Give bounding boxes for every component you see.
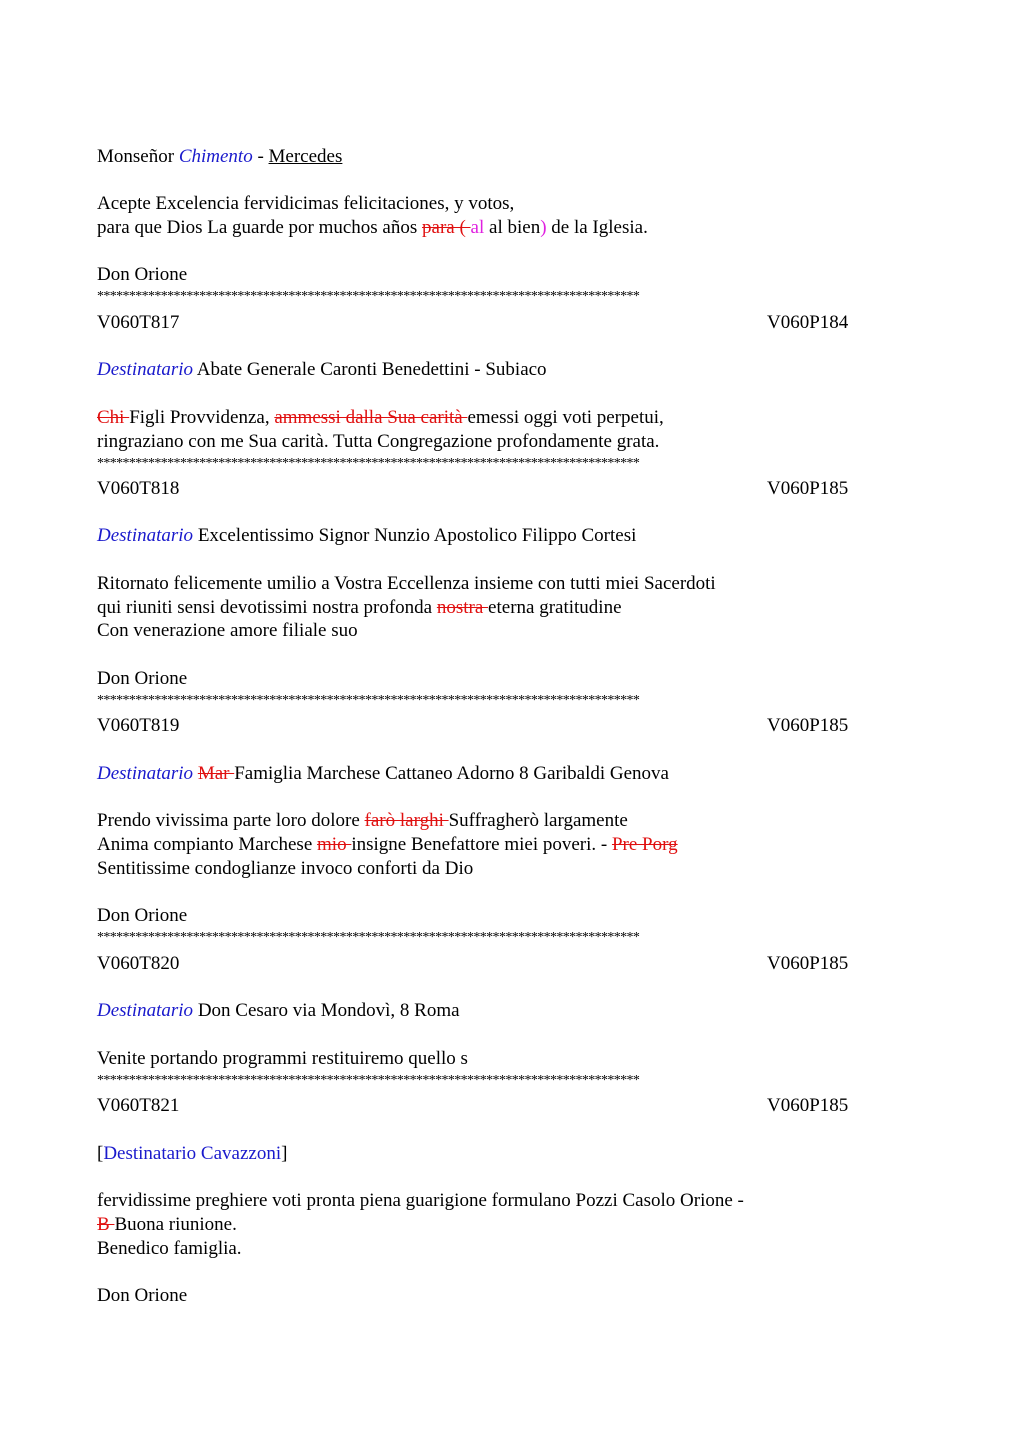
text-line: Con venerazione amore filiale suo [97,620,358,641]
signature: Don Orione [97,668,188,689]
signature: Don Orione [97,905,188,926]
separator: ************************************************************************************* [97,931,640,945]
separator: ************************************************************************************* [97,290,640,304]
deleted-text: mio [317,834,352,855]
deleted-text: ammessi dalla Sua carità [274,407,468,428]
deleted-text: Pre Porg [611,834,678,855]
recipient-line: [Destinatario Cavazzoni] [97,1143,288,1164]
entry-page: V060P185 [767,1095,849,1116]
entry-page: V060P185 [767,953,849,974]
text-line: qui riuniti sensi devotissimi nostra profonda nostra eterna gratitudine [97,597,622,618]
signature: Don Orione [97,1285,188,1306]
signature: Don Orione [97,264,188,285]
deleted-text: nostra [436,597,489,618]
deleted-text: Mar [197,763,235,784]
entry-code: V060T817 [97,312,180,333]
text-line: Prendo vivissima parte loro dolore farò larghi Suffragherò largamente [97,810,628,831]
recipient-line: Destinatario Excelentissimo Signor Nunzio Apostolico Filippo Cortesi [97,525,637,546]
entry-code: V060T821 [97,1095,180,1116]
entry-page: V060P184 [767,312,849,333]
text-line: Sentitissime condoglianze invoco conforti da Dio [97,858,474,879]
text-line: Benedico famiglia. [97,1238,242,1259]
inserted-text: ) [540,217,547,238]
entry-code: V060T818 [97,478,180,499]
text-line: Ritornato felicemente umilio a Vostra Eccellenza insieme con tutti miei Sacerdoti [97,573,716,594]
text-line: Anima compianto Marchese mio insigne Benefattore miei poveri. - Pre Porg [97,834,678,855]
deleted-text: farò larghi [364,810,449,831]
text-line: Acepte Excelencia fervidicimas felicitaciones, y votos, [97,193,515,214]
text-line: para que Dios La guarde por muchos años para ( al al bien) de la Iglesia. [97,217,648,238]
recipient-line: Destinatario Mar Famiglia Marchese Cattaneo Adorno 8 Garibaldi Genova [97,763,669,784]
entry-code: V060T819 [97,715,180,736]
separator: ************************************************************************************* [97,1074,640,1088]
separator: ************************************************************************************* [97,694,640,708]
recipient-line: Destinatario Don Cesaro via Mondovì, 8 Roma [97,1000,460,1021]
text-line: ringraziano con me Sua carità. Tutta Congregazione profondamente grata. [97,431,660,452]
deleted-text: B [97,1214,115,1235]
text-line: Venite portando programmi restituiremo quello s [97,1048,468,1069]
entry-page: V060P185 [767,715,849,736]
separator: ************************************************************************************* [97,457,640,471]
entry-code: V060T820 [97,953,180,974]
header-name: Chimento [178,146,253,167]
recipient-line: Destinatario Abate Generale Caronti Benedettini - Subiaco [97,359,547,380]
header-place: Mercedes [268,146,343,167]
text-line: Chi Figli Provvidenza, ammessi dalla Sua carità emessi oggi voti perpetui, [97,407,664,428]
text-line: B Buona riunione. [97,1214,237,1235]
inserted-text: al [470,217,485,238]
deleted-text: para ( [422,217,471,238]
header-line: Monseñor Chimento - Mercedes [97,146,343,167]
entry-page: V060P185 [767,478,849,499]
text-line: fervidissime preghiere voti pronta piena guarigione formulano Pozzi Casolo Orione - [97,1190,744,1211]
deleted-text: Chi [97,407,130,428]
